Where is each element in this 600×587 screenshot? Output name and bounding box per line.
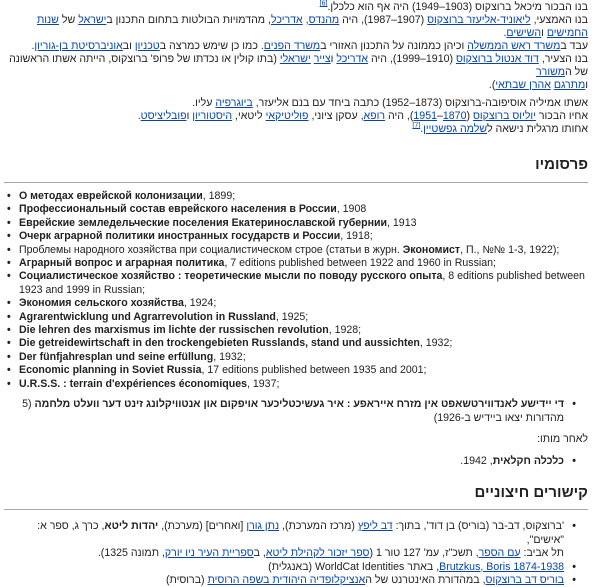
intro-line-4: בנו הצעיר, דוד אנטול ברוצקוס (1910–1999), היה אדריכל וצייר ישראלי (בתו קולין או נכדתו של פרופ' ברוצקוס, הייתה אשתו הראשונה של המשורר <box>9 53 588 78</box>
link-year-1951[interactable]: 1951 <box>413 110 437 122</box>
list-item: • כלכלה חקלאית, 1942. <box>4 455 588 468</box>
list-item: • Социалистическое хозяйство : теоретические мысли по поводу русского опыта, 8 editions published between 1923 and 1999 in Russian; <box>4 270 588 297</box>
intro-line-7: אחיו הבכור יוליוס ברוצקוס (1870–1951), היה רופא, עסקן ציוני, פוליטיקאי ליטאי, היסטוריון ופובליציסט. <box>137 110 588 122</box>
list-item: • Agrarentwicklung und Agrarrevolution in Russland, 1925; <box>4 311 588 324</box>
yiddish-publications-list <box>4 398 588 425</box>
list-item: • Очерк аграрной политики иностранных государств и России, 1918; <box>4 230 588 243</box>
list-item: • Economic planning in Soviet Russia, 17 editions published between 1935 and 2001; <box>4 364 588 377</box>
link-boris-dov-brutzkus[interactable]: בוריס דב ברוצקוס <box>485 573 564 586</box>
publications-list <box>4 190 588 391</box>
publications-heading: פרסומיו <box>4 156 588 183</box>
list-item: • 'ברוצקוס, דב-בר (בוריס) בן דוד', בתוך: דב ליפץ (מרכז המערכת), נתן גורן [ואחרים] (מערכת), יהדות ליטא, כרך ג, ספר א: "אישים", תל אביב: עם הספר, תשכ"ז, עמ' 127 טור 1 (ספר יזכור לקהילת ליטא, בספריית העיר ניו יורק, תמונה 1325). <box>4 520 588 560</box>
link-israeli[interactable]: ישראלי <box>279 53 311 65</box>
link-publicist[interactable]: פובליציסט <box>140 110 187 122</box>
link-architect[interactable]: אדריכל <box>270 14 303 26</box>
intro-line-6: אשתו אמיליה אוסיפובה-ברוצקוס (1873–1952) כתבה ביחד עם בנם אליעזר, ביוגרפיה עליו. <box>192 97 588 109</box>
link-painter[interactable]: צייר <box>313 53 331 65</box>
link-fifties[interactable]: שנות החמישים <box>36 14 588 39</box>
link-biography[interactable]: ביוגרפיה <box>215 97 253 109</box>
list-item: • Brutzkus, Boris 1874-1938, באתר WorldCat Identities (באנגלית) <box>4 561 588 574</box>
list-item: • Экономия сельского хозяйства, 1924; <box>4 297 588 310</box>
link-sixties[interactable]: השישים <box>506 27 542 39</box>
intro-line-5: ומתרגם אהרן שבתאי). <box>488 79 588 91</box>
intro-line-2: בנו האמצעי, ליאוניד-אליעזר ברוצקוס (1907–1987), היה מהנדס, אדריכל, מהדמויות הבולטות בתחום התכנון בישראל של שנות החמישים והשישים. <box>36 14 588 39</box>
list-item: • Проблемы народного хозяйства при социалистическом строе (статьи в журн. Экономист, П., №№ 1-3, 1922); <box>4 244 588 257</box>
link-technion[interactable]: טכניון <box>134 40 160 52</box>
intro-line-8: אחותו מרגלית נישאה לשלמה גפשטיין.[7] <box>412 122 588 135</box>
link-yizkor-book[interactable]: ספר יזכור לקהילת ליטא <box>265 547 370 560</box>
list-item: • U.R.S.S. : terrain d'expériences économiques, 1937; <box>4 378 588 391</box>
link-worldcat-brutzkus[interactable]: Brutzkus, Boris 1874-1938 <box>439 560 564 573</box>
link-translator[interactable]: מתרגם <box>553 79 586 91</box>
link-julius-brutzkus[interactable]: יוליוס ברוצקוס <box>472 110 536 122</box>
list-item: • בוריס דב ברוצקוס, במהדורת האינטרנט של האנציקלופדיה היהודית בשפה הרוסית (ברוסית) <box>4 574 588 587</box>
list-item: • די יידישע לאנדווירטשאפט אין מזרח אייראפע : איר געשיכטליכער אויפקום און אנטוויקלונג זינט דער וועלט מלחמה (5 מהדורות יצאו ביידיש ב-1926) <box>4 398 588 425</box>
list-item: • Die getreidewirtschaft in den trockengebieten Russlands, stand und aussichten, 1932; <box>4 337 588 350</box>
family-section <box>4 0 588 136</box>
link-poet[interactable]: משורר <box>536 66 565 78</box>
link-david-anatol-brutzkus[interactable]: דוד אנטול ברוצקוס <box>455 53 539 65</box>
list-item: • О методах еврейской колонизации, 1899; <box>4 190 588 203</box>
list-item: • Die lehren des marxismus im lichte der russischen revolution, 1928; <box>4 324 588 337</box>
posthumous-label: לאחר מותו: <box>537 432 588 445</box>
link-natan-goren[interactable]: נתן גורן <box>246 520 280 533</box>
link-aharon-shabtai[interactable]: אהרן שבתאי <box>495 79 551 91</box>
link-politician[interactable]: פוליטיקאי <box>265 110 309 122</box>
list-item: • Der fünfjahresplan und seine erfüllung, 1932; <box>4 351 588 364</box>
intro-line-3: עבד במשרד ראש הממשלה וכיהן כממונה על התכנון האזורי במשרד הפנים. כמו כן שימש כמרצה בטכניון ובאוניברסיטת בן-גוריון. <box>31 40 588 52</box>
footnote-ref-7[interactable]: [7] <box>412 122 421 130</box>
link-pm-office[interactable]: משרד ראש הממשלה <box>467 40 561 52</box>
link-year-1870[interactable]: 1870 <box>442 110 467 122</box>
footnote-ref-6[interactable]: [6] <box>319 0 328 8</box>
posthumous-list <box>4 455 588 468</box>
link-architect-2[interactable]: אדריכל <box>336 53 369 65</box>
intro-line-1: בנו הבכור מיכאל ברוצקוס (1903–1949) היה אף הוא כלכלן.[6] <box>319 0 588 13</box>
link-leonid-brutzkus[interactable]: ליאוניד-אליעזר ברוצקוס <box>427 14 531 26</box>
link-engineer[interactable]: מהנדס <box>308 14 340 26</box>
external-links-heading: קישורים חיצוניים <box>4 484 588 510</box>
link-dov-lipetz[interactable]: דב ליפץ <box>357 520 393 533</box>
link-ben-gurion-university[interactable]: אוניברסיטת בן-גוריון <box>34 40 123 52</box>
link-shlomo-gepstein[interactable]: שלמה גפשטיין <box>423 123 488 135</box>
link-russian-jewish-encyclopedia[interactable]: אנציקלופדיה היהודית בשפה הרוסית <box>207 573 366 586</box>
link-am-hasefer[interactable]: עם הספר <box>478 547 521 560</box>
list-item: • Профессиональный состав еврейского населения в России, 1908 <box>4 203 588 216</box>
list-item: • Еврейские земледельческие поселения Екатеринославской губернии, 1913 <box>4 217 588 230</box>
link-historian[interactable]: היסטוריון <box>192 110 233 122</box>
link-physician[interactable]: רופא <box>363 110 386 122</box>
link-interior-ministry[interactable]: משרד הפנים <box>263 40 321 52</box>
list-item: • Аграрный вопрос и аграрная политика, 7 editions published between 1922 and 1960 in Russian; <box>4 257 588 270</box>
link-israel[interactable]: ישראל <box>78 14 107 26</box>
link-nyc-library[interactable]: ספריית העיר ניו יורק <box>164 547 254 560</box>
external-links-list <box>4 520 588 587</box>
